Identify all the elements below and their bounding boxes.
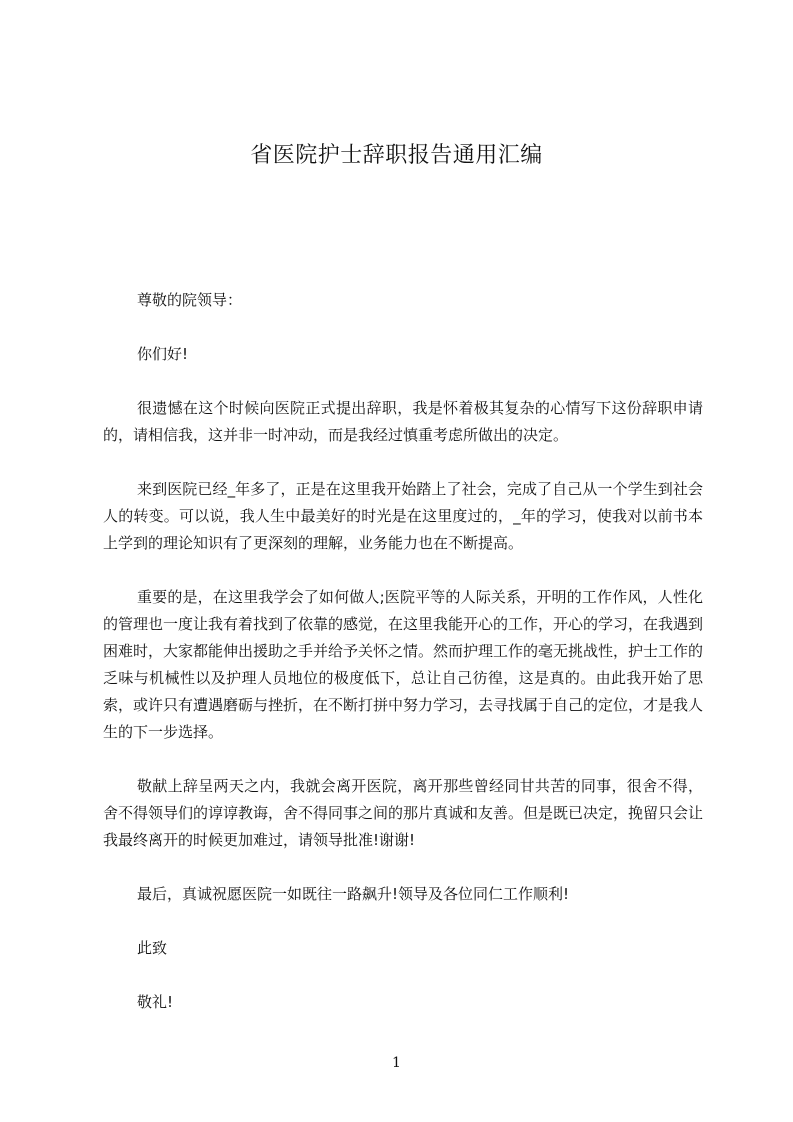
greeting: 你们好! [137, 345, 189, 363]
closing-jingli: 敬礼! [137, 993, 174, 1011]
body-paragraph: 来到医院已经_年多了，正是在这里我开始踏上了社会，完成了自己从一个学生到社会人的转变。可以说，我人生中最美好的时光是在这里度过的，_年的学习，使我对以前书本上学到的理论知识有了更深刻的理解，业务能力也在不断提高。 [103, 480, 703, 552]
body-paragraph: 重要的是，在这里我学会了如何做人;医院平等的人际关系，开明的工作作风，人性化的管理也一度让我有着找到了依靠的感觉，在这里我能开心的工作，开心的学习，在我遇到困难时，大家都能伸出援助之手并给予关怀之情。然而护理工作的毫无挑战性，护士工作的乏味与机械性以及护理人员地位的极度低下，总让自己彷徨，这是真的。由此我开始了思索，或许只有遭遇磨砺与挫折，在不断打拼中努力学习，去寻找属于自己的定位，才是我人生的下一步选择。 [103, 588, 704, 741]
page-number: 1 [392, 1055, 401, 1071]
document-body [103, 287, 703, 1043]
body-paragraph: 很遗憾在这个时候向医院正式提出辞职，我是怀着极其复杂的心情写下这份辞职申请的，请相信我，这并非一时冲动，而是我经过慎重考虑所做出的决定。 [103, 399, 703, 444]
salutation: 尊敬的院领导： [137, 291, 243, 309]
body-paragraph: 敬献上辞呈两天之内，我就会离开医院，离开那些曾经同甘共苦的同事，很舍不得，舍不得领导们的谆谆教诲，舍不得同事之间的那片真诚和友善。但是既已决定，挽留只会让我最终离开的时候更加难过，请领导批准!谢谢! [103, 777, 704, 849]
closing-cizhi: 此致 [137, 939, 168, 957]
document-title: 省医院护士辞职报告通用汇编 [250, 143, 543, 168]
closing-wishes: 最后，真诚祝愿医院一如既往一路飙升!领导及各位同仁工作顺利! [137, 885, 570, 903]
